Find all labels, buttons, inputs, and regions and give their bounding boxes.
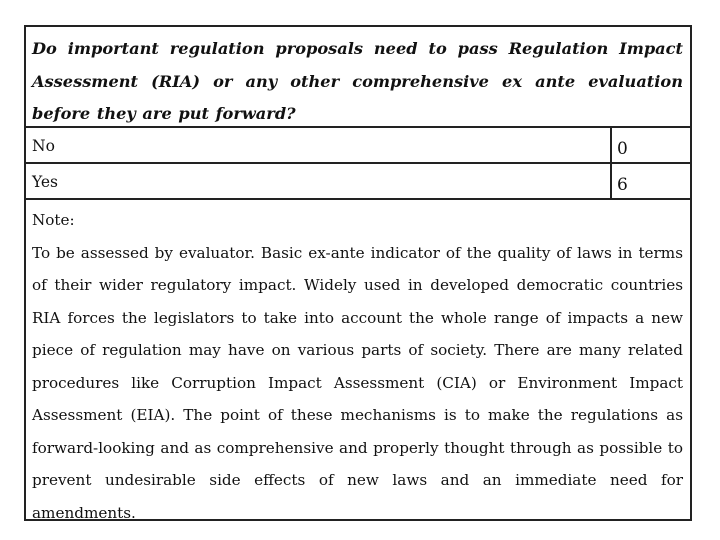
assessment-table xyxy=(24,25,692,521)
option-score-yes: 6 xyxy=(610,164,690,198)
question-text: Do important regulation proposals need to pass Regulation Impact Assessment (RIA) or any other comprehensive ex ante evaluation before they are put forward? xyxy=(26,27,690,128)
option-label-no: No xyxy=(32,137,55,155)
option-score-no: 0 xyxy=(610,128,690,162)
option-label-yes: Yes xyxy=(32,173,59,191)
option-row-no xyxy=(26,128,690,164)
note-section xyxy=(26,200,690,529)
note-title: Note: xyxy=(32,211,75,229)
note-text: To be assessed by evaluator. Basic ex-ante indicator of the quality of laws in terms of their wider regulatory impact. Widely used in developed democratic countries RIA forces the legislators to take into account the whole range of impacts a new piece of regulation may have on various parts of society. There are many related procedures like Corruption Impact Assessment (CIA) or Environment Impact Assessment (EIA). The point of these mechanisms is to make the regulations as forward-looking and as comprehensive and properly thought through as possible to prevent undesirable side effects of new laws and an immediate need for amendments. xyxy=(32,243,683,522)
option-row-yes xyxy=(26,164,690,200)
